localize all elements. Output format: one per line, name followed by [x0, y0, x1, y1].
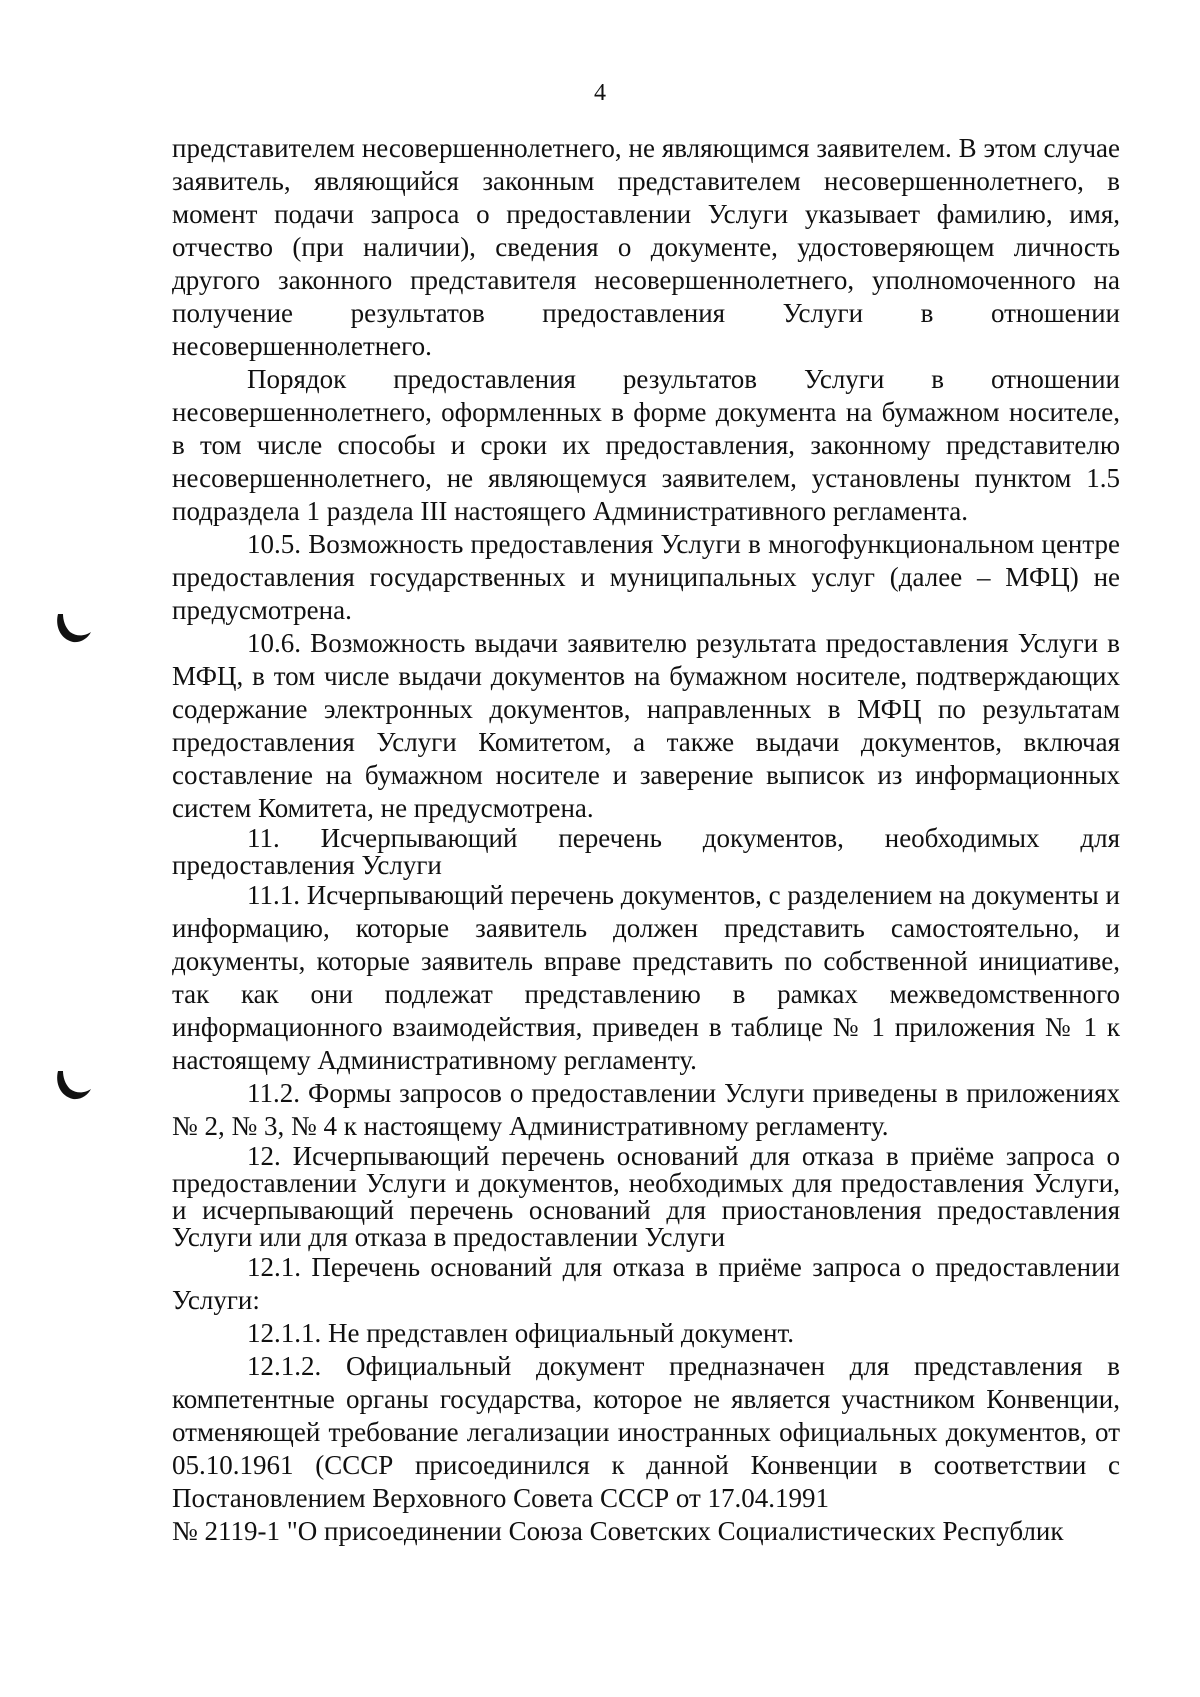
paragraph-last-line: № 2119-1 "О присоединении Союза Советских Социалистических Республик [172, 1516, 1064, 1546]
paragraph-10-5: 10.5. Возможность предоставления Услуги в многофункциональном центре предоставления государственных и муниципальных услуг (далее – МФЦ) не предусмотрена. [172, 529, 1120, 625]
paragraph-11-2: 11.2. Формы запросов о предоставлении Услуги приведены в приложениях № 2, № 3, № 4 к настоящему Административному регламенту. [172, 1078, 1120, 1141]
section-heading-11: 11. Исчерпывающий перечень документов, необходимых для предоставления Услуги [172, 823, 1120, 880]
paragraph-10-6: 10.6. Возможность выдачи заявителю результата предоставления Услуги в МФЦ, в том числе выдачи документов на бумажном носителе, подтверждающих содержание электронных документов, направленных в МФЦ по результатам предоставления Услуги Комитетом, а также выдачи документов, включая составление на бумажном носителе и заверение выписок из информационных систем Комитета, не предусмотрена. [172, 628, 1120, 823]
page-number: 4 [594, 80, 606, 106]
paragraph-12-1: 12.1. Перечень оснований для отказа в приёме запроса о предоставлении Услуги: [172, 1252, 1120, 1315]
paragraph-order-of-results: Порядок предоставления результатов Услуги в отношении несовершеннолетнего, оформленных в форме документа на бумажном носителе, в том числе способы и сроки их предоставления, законному представителю несовершеннолетнего, не являющемуся заявителем, установлены пунктом 1.5 подраздела 1 раздела III настоящего Административного регламента. [172, 364, 1120, 526]
paragraph-12-1-2: 12.1.2. Официальный документ предназначен для представления в компетентные органы государства, которое не является участником Конвенции, отменяющей требование легализации иностранных официальных документов, от 05.10.1961 (СССР присоединился к данной Конвенции в соответствии с Постановлением Верховного Совета СССР от 17.04.1991 [172, 1351, 1120, 1513]
paragraph-continuation: представителем несовершеннолетнего, не являющимся заявителем. В этом случае заявитель, являющийся законным представителем несовершеннолетнего, в момент подачи запроса о предоставлении Услуги указывает фамилию, имя, отчество (при наличии), сведения о документе, удостоверяющем личность другого законного представителя несовершеннолетнего, уполномоченного на получение результатов предоставления Услуги в отношении несовершеннолетнего. [172, 133, 1120, 361]
binder-hole-icon [55, 1069, 93, 1103]
document-body [172, 132, 1120, 1548]
paragraph-11-1: 11.1. Исчерпывающий перечень документов, с разделением на документы и информацию, которые заявитель должен представить самостоятельно, и документы, которые заявитель вправе представить по собственной инициативе, так как они подлежат представлению в рамках межведомственного информационного взаимодействия, приведен в таблице № 1 приложения № 1 к настоящему Административному регламенту. [172, 880, 1120, 1075]
paragraph-12-1-1: 12.1.1. Не представлен официальный документ. [247, 1318, 794, 1348]
section-heading-12: 12. Исчерпывающий перечень оснований для отказа в приёме запроса о предоставлении Услуги и документов, необходимых для предоставления Услуги, и исчерпывающий перечень оснований для приостановления предоставления Услуги или для отказа в предоставлении Услуги [172, 1141, 1120, 1252]
binder-hole-icon [55, 612, 93, 646]
